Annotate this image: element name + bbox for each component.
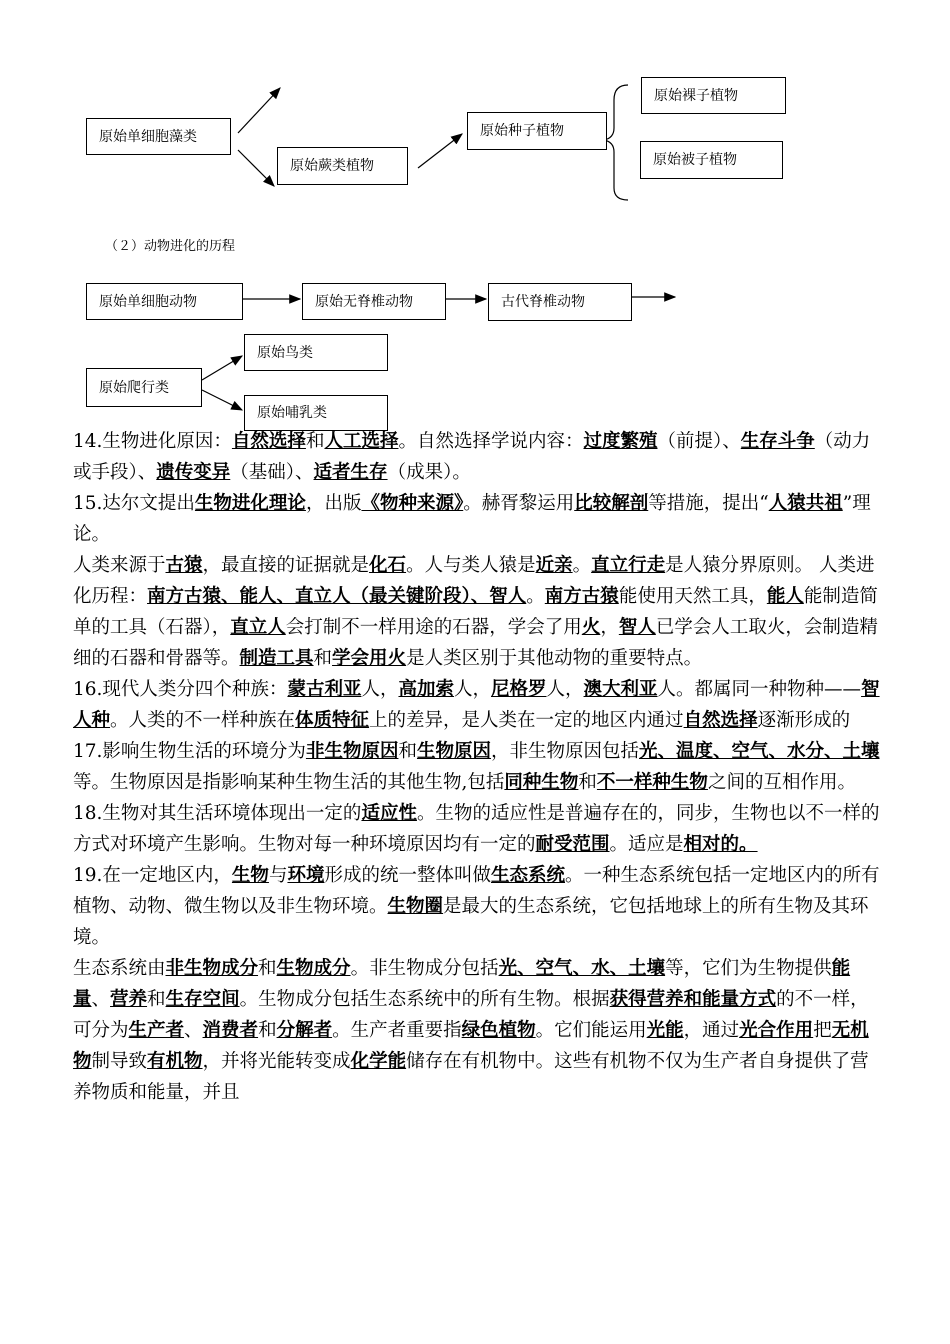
keyword: 生态系统 — [490, 865, 565, 886]
keyword: 非生物成分 — [165, 958, 259, 979]
text-run: 之间的互相作用。 — [707, 772, 856, 793]
text-run: 生态系统由 — [73, 958, 166, 979]
keyword: 生物成分 — [276, 958, 351, 979]
keyword: 澳大利亚 — [583, 679, 658, 700]
keyword: 化石 — [369, 555, 407, 576]
arrow-reptile-bird — [202, 356, 242, 380]
text-run: （动力或手段）、 — [73, 431, 871, 483]
keyword: 制造工具 — [239, 648, 314, 669]
text-run: ，并将光能转变成 — [202, 1051, 351, 1072]
keyword: 光、温度、空气、水分、土壤 — [639, 741, 880, 762]
paragraph — [73, 426, 883, 488]
evolution-diagram — [0, 0, 950, 430]
keyword: 直立人 — [230, 617, 286, 638]
keyword: 生物原因 — [416, 741, 491, 762]
keyword: 体质特征 — [295, 710, 370, 731]
text-run: 16.现代人类分四个种族： — [73, 679, 288, 700]
text-run: 和 — [305, 431, 325, 452]
keyword: 自然选择 — [231, 431, 306, 452]
text-run: ，最直接的证据就是 — [202, 555, 370, 576]
keyword: 生物 — [231, 865, 269, 886]
keyword: 蒙古利亚 — [287, 679, 362, 700]
keyword: 生物圈 — [387, 896, 444, 917]
keyword: 近亲 — [535, 555, 573, 576]
text-run: 等，它们为生物提供 — [665, 958, 832, 979]
keyword: 南方古猿、能人、直立人（最关键阶段）、智人 — [147, 586, 527, 607]
keyword: 获得营养和能量方式 — [609, 989, 777, 1010]
text-run: 人。都属同一种物种—— — [657, 679, 862, 700]
text-run: 19.在一定地区内， — [73, 865, 232, 886]
text-run: （基础）、 — [230, 462, 314, 483]
paragraph — [73, 953, 883, 1108]
text-run: 已学会人工取火，会制造精细的石器和骨器等。 — [73, 617, 878, 669]
text-run: 。 — [572, 555, 592, 576]
keyword: 生存空间 — [165, 989, 240, 1010]
text-run: 等。生物原因是指影响某种生物生活的其他生物,包括 — [73, 772, 505, 793]
box-algae: 原始单细胞藻类 — [86, 118, 231, 155]
arrow-algae-fern — [238, 150, 274, 186]
text-run: 是最大的生态系统，它包括地球上的所有生物及其环境。 — [73, 896, 869, 948]
body-text — [73, 426, 883, 1108]
keyword: 不一样种生物 — [596, 772, 708, 793]
keyword: 过度繁殖 — [583, 431, 658, 452]
keyword: 化学能 — [350, 1051, 407, 1072]
keyword: 消费者 — [202, 1020, 259, 1041]
keyword: 光能 — [646, 1020, 684, 1041]
keyword: 高加索 — [398, 679, 454, 700]
text-run: 。生物成分包括生态系统中的所有生物。根据 — [239, 989, 610, 1010]
keyword: 智人种 — [73, 679, 880, 731]
keyword: 同种生物 — [504, 772, 579, 793]
paragraph — [73, 798, 883, 860]
keyword: 火 — [581, 617, 601, 638]
keyword: 无机物 — [73, 1020, 869, 1072]
text-run: 。赫胥黎运用 — [463, 493, 575, 514]
keyword: 生物进化理论 — [194, 493, 306, 514]
paragraph — [73, 736, 883, 798]
text-run: 是人猿分界原则。 人类进化历程： — [73, 555, 875, 607]
text-run: 逐渐形成的 — [757, 710, 851, 731]
keyword: 尼格罗 — [491, 679, 547, 700]
text-run: 与 — [268, 865, 288, 886]
text-run: 和 — [313, 648, 333, 669]
text-run: 会打制不一样用途的石器，学会了用 — [285, 617, 582, 638]
text-run: 。适应是 — [609, 834, 684, 855]
arrow-reptile-mammal — [202, 390, 242, 410]
text-run: 15.达尔文提出 — [73, 493, 195, 514]
keyword: 学会用火 — [332, 648, 407, 669]
text-run: 上的差异，是人类在一定的地区内通过 — [369, 710, 684, 731]
text-run: 14.生物进化原因： — [73, 431, 232, 452]
box-single-cell: 原始单细胞动物 — [86, 283, 243, 320]
text-run: 制导致 — [91, 1051, 148, 1072]
text-run: 能使用天然工具， — [618, 586, 767, 607]
keyword: 有机物 — [147, 1051, 203, 1072]
keyword: 适应性 — [361, 803, 417, 824]
box-invertebrate: 原始无脊椎动物 — [302, 283, 446, 320]
keyword: 古猿 — [165, 555, 203, 576]
keyword: 生存斗争 — [740, 431, 815, 452]
text-run: 储存在有机物中。这些有机物不仅为生产者自身提供了营养物质和能量，并且 — [73, 1051, 869, 1103]
keyword: 环境 — [287, 865, 325, 886]
text-run: 。生物的适应性是普遍存在的，同步，生物也以不一样的方式对环境产生影响。生物对每一种环境原因均有一定的 — [73, 803, 880, 855]
text-run: 和 — [258, 1020, 277, 1041]
keyword: 光合作用 — [739, 1020, 814, 1041]
paragraph — [73, 488, 883, 550]
text-run: 和 — [258, 958, 277, 979]
box-bird: 原始鸟类 — [244, 334, 388, 371]
text-run: ，通过 — [683, 1020, 740, 1041]
arrow-algae-up — [238, 88, 280, 133]
text-run: （前提）、 — [657, 431, 741, 452]
text-run: 能制造简单的工具（石器）， — [73, 586, 878, 638]
text-run: 人， — [546, 679, 584, 700]
keyword: 《物种来源》 — [361, 493, 464, 514]
text-run: 人， — [453, 679, 491, 700]
text-run: ”理论。 — [73, 493, 871, 545]
text-run: 。一种生态系统包括一定地区内的所有植物、动物、微生物以及非生物环境。 — [73, 865, 880, 917]
text-run: 是人类区别于其他动物的重要特点。 — [406, 648, 703, 669]
box-fern: 原始蕨类植物 — [277, 147, 408, 185]
keyword: 生产者 — [128, 1020, 185, 1041]
text-run: 。生产者重要指 — [332, 1020, 462, 1041]
paragraph — [73, 550, 883, 674]
keyword: 营养 — [110, 989, 148, 1010]
keyword: 南方古猿 — [544, 586, 619, 607]
keyword: 遗传变异 — [156, 462, 231, 483]
text-run: 17.影响生物生活的环境分为 — [73, 741, 306, 762]
keyword: 人猿共祖 — [768, 493, 843, 514]
text-run: 和 — [398, 741, 417, 762]
keyword: 耐受范围 — [535, 834, 610, 855]
box-vertebrate: 古代脊椎动物 — [488, 283, 632, 321]
text-run: 、 — [184, 1020, 203, 1041]
keyword: 适者生存 — [313, 462, 388, 483]
box-reptile: 原始爬行类 — [86, 368, 202, 407]
keyword: 光、空气、水、土壤 — [498, 958, 666, 979]
keyword: 比较解剖 — [574, 493, 649, 514]
keyword: 能量 — [73, 958, 851, 1010]
box-seed: 原始种子植物 — [467, 112, 607, 150]
text-run: 把 — [813, 1020, 832, 1041]
brace — [604, 85, 628, 200]
text-run: 人类来源于 — [73, 555, 166, 576]
keyword: 直立行走 — [591, 555, 666, 576]
text-run: 、 — [91, 989, 111, 1010]
text-run: ， — [600, 617, 619, 638]
keyword: 人工选择 — [324, 431, 399, 452]
paragraph — [73, 674, 883, 736]
text-run: ，非生物原因包括 — [490, 741, 639, 762]
box-mammal: 原始哺乳类 — [244, 395, 388, 431]
paragraph — [73, 860, 883, 953]
text-run: （成果）。 — [387, 462, 471, 483]
keyword: 分解者 — [276, 1020, 333, 1041]
text-run: 。自然选择学说内容： — [398, 431, 584, 452]
keyword: 智人 — [618, 617, 656, 638]
text-run: 。非生物成分包括 — [350, 958, 499, 979]
box-angio: 原始被子植物 — [640, 141, 783, 179]
keyword: 绿色植物 — [461, 1020, 536, 1041]
keyword: 能人 — [766, 586, 804, 607]
animal-caption: （２）动物进化的历程 — [105, 239, 236, 254]
text-run: 。人类的不一样种族在 — [110, 710, 296, 731]
keyword: 自然选择 — [683, 710, 758, 731]
text-run: 人， — [361, 679, 399, 700]
box-gymno: 原始裸子植物 — [641, 77, 786, 114]
text-run: 。人与类人猿是 — [406, 555, 536, 576]
text-run: 的不一样，可分为 — [73, 989, 869, 1041]
keyword: 非生物原因 — [305, 741, 399, 762]
text-run: 。 — [526, 586, 545, 607]
text-run: 和 — [578, 772, 597, 793]
text-run: 18.生物对其生活环境体现出一定的 — [73, 803, 362, 824]
text-run: 和 — [147, 989, 166, 1010]
text-run: 形成的统一整体叫做 — [324, 865, 491, 886]
text-run: 等措施，提出“ — [648, 493, 769, 514]
arrow-fern-seed — [418, 134, 462, 168]
keyword: 相对的。 — [683, 834, 758, 855]
text-run: 。它们能运用 — [535, 1020, 647, 1041]
text-run: ，出版 — [305, 493, 362, 514]
